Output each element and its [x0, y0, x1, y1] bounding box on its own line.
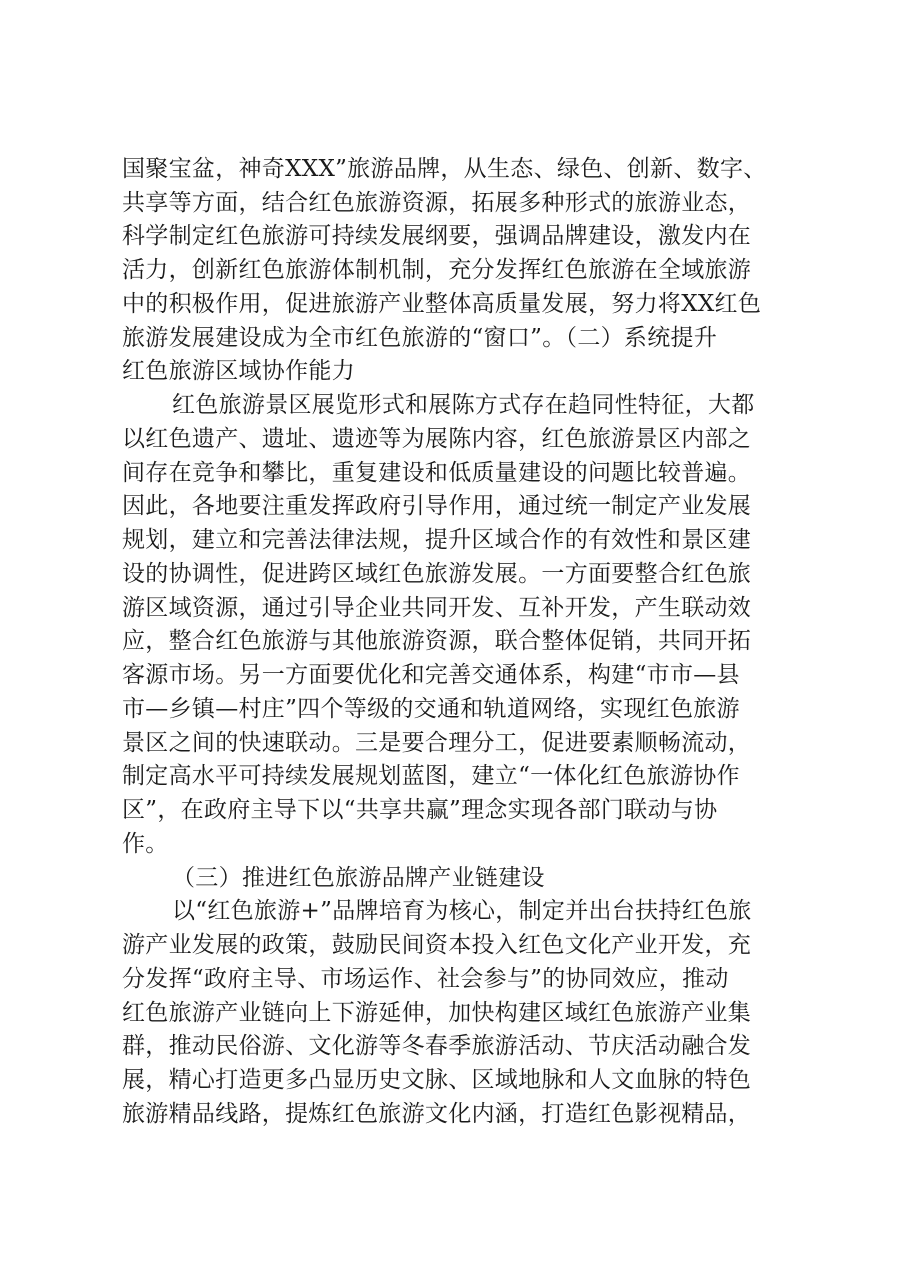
- section-heading: （三）推进红色旅游品牌产业链建设: [172, 865, 545, 891]
- text-line: 共享等方面，结合红色旅游资源，拓展多种形式的旅游业态，: [122, 190, 752, 216]
- text-line: 游产业发展的政策，鼓励民间资本投入红色文化产业开发，充: [122, 932, 752, 958]
- text-line: 中的积极作用，促进旅游产业整体高质量发展，努力将XX红色: [122, 291, 762, 317]
- text-line: 旅游精品线路，提炼红色旅游文化内涵，打造红色影视精品，: [122, 1101, 752, 1127]
- text-line: 设的协调性，促进跨区域红色旅游发展。一方面要整合红色旅: [122, 561, 752, 587]
- text-line: 客源市场。另一方面要优化和完善交通体系，构建“市市—县: [122, 662, 740, 688]
- text-line: 作。: [122, 831, 169, 857]
- paragraph-first-line: 红色旅游景区展览形式和展陈方式存在趋同性特征，大都: [172, 392, 755, 418]
- text-line: 以红色遗产、遗址、遗迹等为展陈内容，红色旅游景区内部之: [122, 426, 752, 452]
- text-line: 展，精心打造更多凸显历史文脉、区域地脉和人文血脉的特色: [122, 1067, 752, 1093]
- text-line: 活力，创新红色旅游体制机制，充分发挥红色旅游在全域旅游: [122, 257, 752, 283]
- text-line: 区”，在政府主导下以“共享共赢”理念实现各部门联动与协: [122, 797, 718, 823]
- text-line: 红色旅游产业链向上下游延伸，加快构建区域红色旅游产业集: [122, 1000, 752, 1026]
- text-line: 景区之间的快速联动。三是要合理分工，促进要素顺畅流动，: [122, 730, 752, 756]
- text-line: 市—乡镇—村庄”四个等级的交通和轨道网络，实现红色旅游: [122, 696, 740, 722]
- text-line: 间存在竞争和攀比，重复建设和低质量建设的问题比较普遍。: [122, 460, 752, 486]
- text-line: 国聚宝盆，神奇XXX”旅游品牌，从生态、绿色、创新、数字、: [122, 156, 767, 182]
- text-line: 科学制定红色旅游可持续发展纲要，强调品牌建设，激发内在: [122, 223, 752, 249]
- text-line: 游区域资源，通过引导企业共同开发、互补开发，产生联动效: [122, 595, 752, 621]
- paragraph-first-line: 以“红色旅游+”品牌培育为核心，制定并出台扶持红色旅: [172, 898, 752, 924]
- text-line: 分发挥“政府主导、市场运作、社会参与”的协同效应，推动: [122, 966, 729, 992]
- text-line: 制定高水平可持续发展规划蓝图，建立“一体化红色旅游协作: [122, 763, 740, 789]
- text-line: 群，推动民俗游、文化游等冬春季旅游活动、节庆活动融合发: [122, 1033, 752, 1059]
- section-heading: 红色旅游区域协作能力: [122, 358, 355, 384]
- text-line: 应，整合红色旅游与其他旅游资源，联合整体促销，共同开拓: [122, 628, 752, 654]
- text-line: 规划，建立和完善法律法规，提升区域合作的有效性和景区建: [122, 527, 752, 553]
- text-line: 因此，各地要注重发挥政府引导作用，通过统一制定产业发展: [122, 493, 752, 519]
- text-line: 旅游发展建设成为全市红色旅游的“窗口”。（二）系统提升: [122, 325, 718, 351]
